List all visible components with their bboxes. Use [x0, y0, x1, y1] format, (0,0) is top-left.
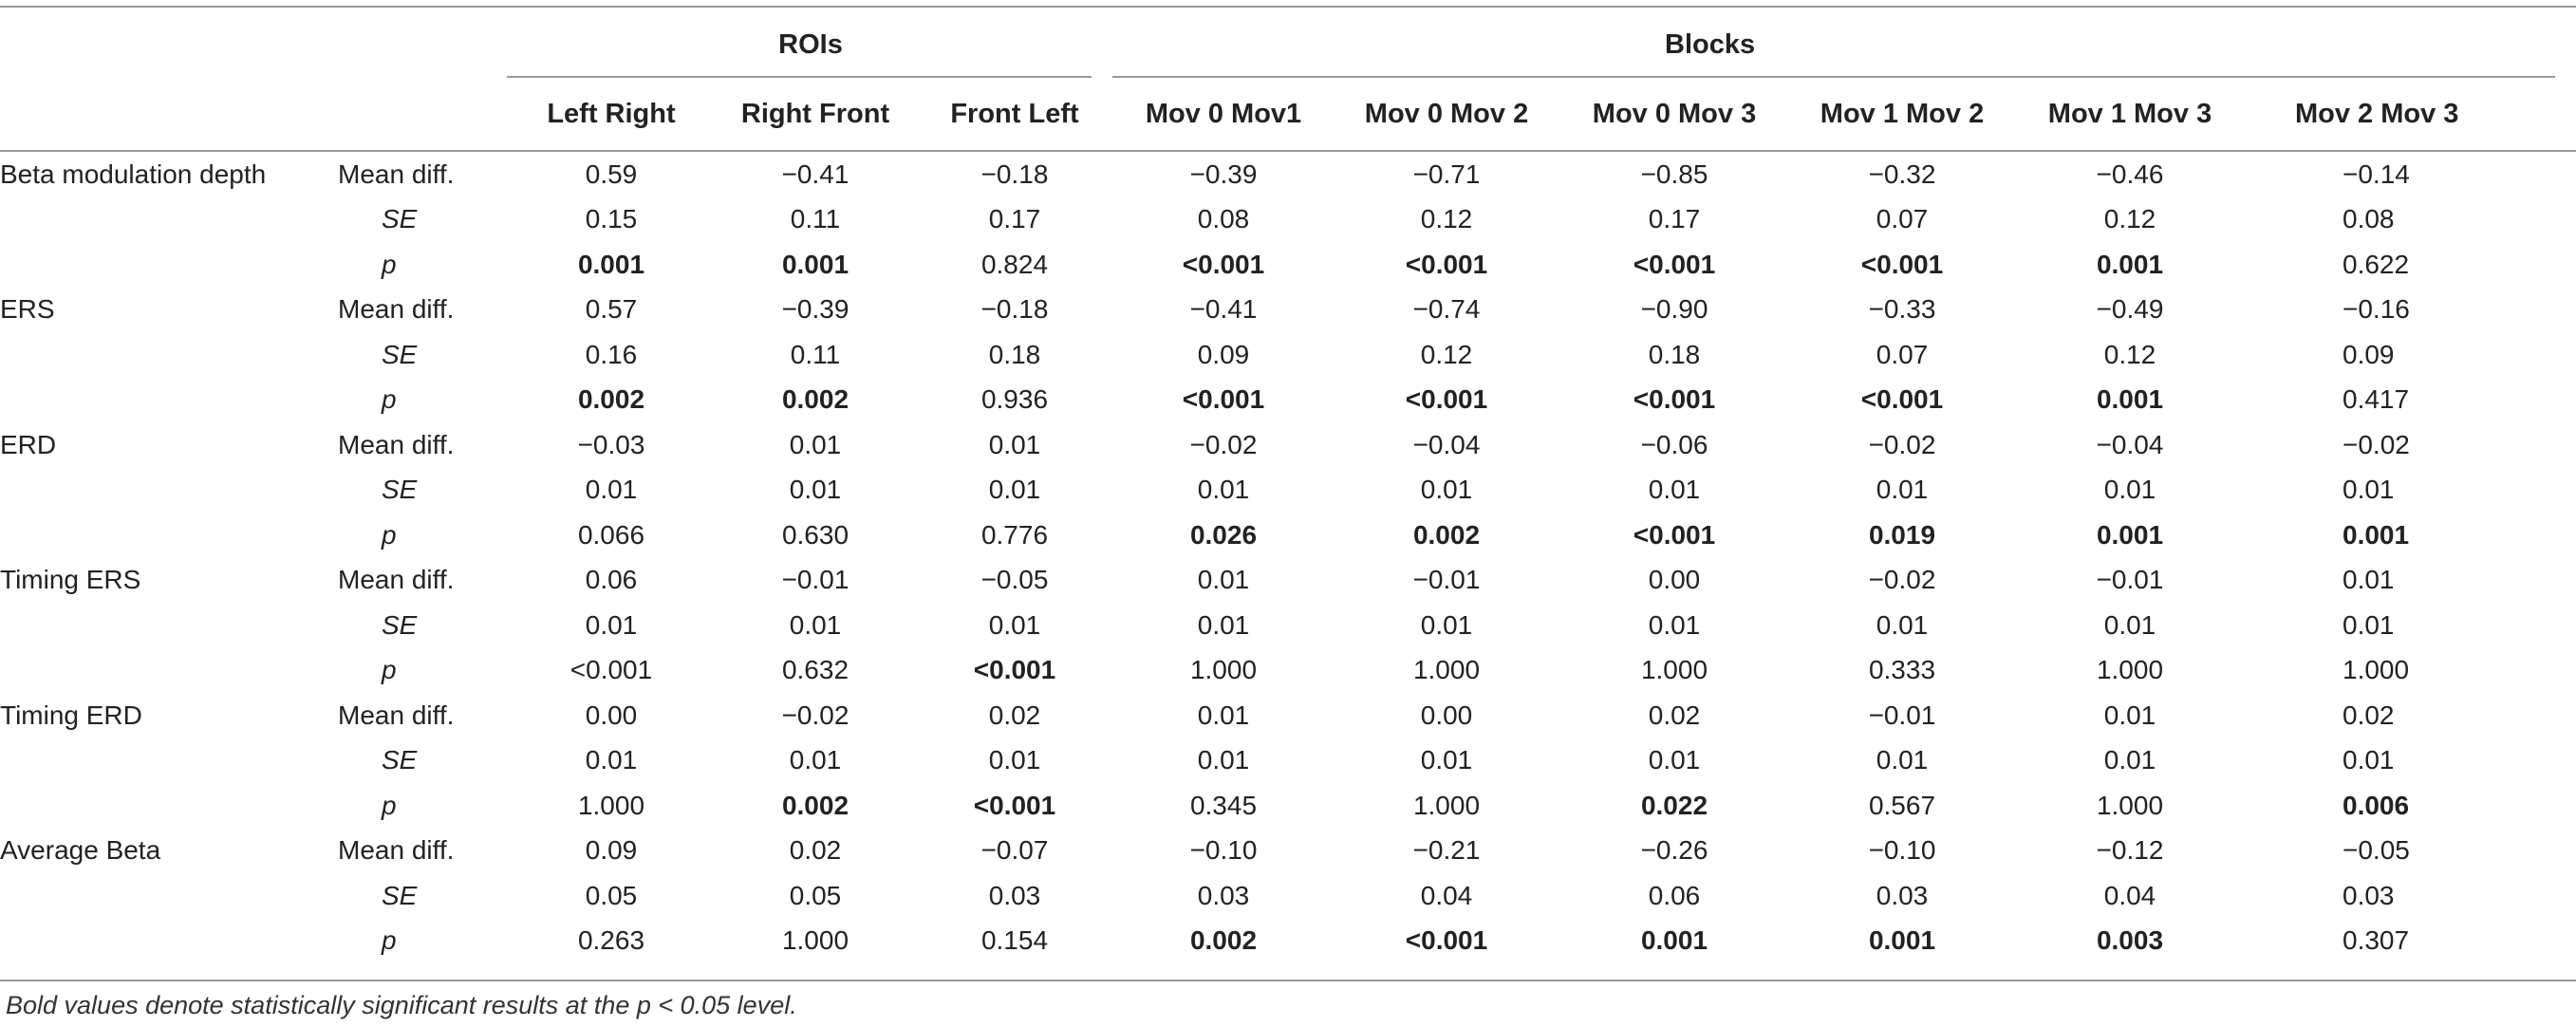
table-cell: 0.01 [2103, 745, 2156, 775]
table-row [0, 152, 2576, 197]
table-cell: <0.001 [1633, 519, 1716, 550]
table-cell: −0.10 [1189, 835, 1258, 866]
table-row [0, 332, 2576, 378]
table-cell: 1.000 [1412, 655, 1481, 685]
table-cell: −0.12 [2096, 835, 2164, 866]
variable-label-empty [0, 783, 338, 829]
statistic-label: Mean diff. [338, 565, 455, 595]
table-cell: <0.001 [1405, 384, 1488, 415]
table-cell: 0.01 [1648, 475, 1701, 505]
table-cell: −0.21 [1412, 835, 1481, 866]
table-cell: 0.00 [1420, 700, 1473, 730]
column-header: Left Right [547, 98, 676, 129]
results-table [0, 13, 2576, 963]
table-cell: 1.000 [2343, 655, 2410, 685]
table-cell: 0.066 [577, 519, 645, 550]
table-cell: −0.02 [1868, 429, 1936, 459]
table-cell: 0.567 [1868, 790, 1936, 820]
table-cell: −0.02 [1868, 565, 1936, 595]
statistic-label: SE [382, 880, 418, 910]
table-cell: −0.41 [781, 159, 849, 189]
bottom-rule [0, 980, 2576, 981]
table-row [0, 783, 2576, 829]
table-cell: 0.11 [790, 339, 841, 369]
statistic-label: p [382, 790, 397, 820]
top-rule [0, 6, 2576, 8]
table-cell: 0.01 [1648, 745, 1701, 775]
table-cell: 0.12 [1420, 339, 1473, 369]
table-cell: 0.263 [577, 925, 645, 956]
table-cell: −0.41 [1189, 294, 1258, 325]
table-cell: 0.006 [2343, 790, 2410, 820]
statistic-label: SE [382, 475, 418, 505]
table-cell: 1.000 [781, 925, 849, 956]
table-cell: 0.12 [2103, 204, 2156, 234]
table-cell: −0.01 [1868, 700, 1936, 730]
table-cell: 0.345 [1189, 790, 1258, 820]
table-cell: 0.01 [988, 429, 1041, 459]
table-cell: 0.01 [988, 609, 1041, 640]
table-cell: 0.01 [585, 745, 638, 775]
column-header: Mov 1 Mov 2 [1820, 98, 1985, 129]
table-cell: −0.46 [2096, 159, 2164, 189]
table-cell: 0.00 [1648, 565, 1701, 595]
variable-label-empty [0, 513, 338, 558]
table-cell: −0.49 [2096, 294, 2164, 325]
table-cell: 0.154 [980, 925, 1049, 956]
table-row [0, 648, 2576, 694]
variable-label-empty [0, 603, 338, 648]
column-header: Mov 2 Mov 3 [2295, 98, 2459, 129]
table-cell: −0.18 [980, 294, 1049, 325]
table-cell: 0.01 [789, 745, 842, 775]
table-cell: 0.07 [1876, 204, 1929, 234]
group-header-blocks: Blocks [1665, 28, 1756, 60]
table-row [0, 288, 2576, 333]
table-cell: <0.001 [1633, 384, 1716, 415]
variable-label-empty [0, 197, 338, 243]
table-cell: 0.16 [585, 339, 638, 369]
table-cell: 0.18 [1648, 339, 1701, 369]
variable-label-empty [0, 468, 338, 514]
variable-label-empty [0, 919, 338, 964]
table-cell: 0.002 [1412, 519, 1481, 550]
table-cell: <0.001 [1633, 249, 1716, 279]
variable-label-empty [0, 873, 338, 919]
table-cell: 0.57 [585, 294, 638, 325]
table-cell: 0.07 [1876, 339, 1929, 369]
table-cell: 0.01 [1876, 475, 1929, 505]
table-cell: −0.01 [781, 565, 849, 595]
variable-label: Beta modulation depth [0, 159, 267, 189]
table-cell: 0.936 [980, 384, 1049, 415]
table-cell: −0.14 [2343, 159, 2410, 189]
statistic-label: SE [382, 204, 418, 234]
table-cell: <0.001 [1860, 249, 1944, 279]
table-cell: 0.12 [2103, 339, 2156, 369]
table-cell: 0.03 [988, 880, 1041, 910]
table-cell: 0.04 [1420, 880, 1473, 910]
table-cell: 0.05 [789, 880, 842, 910]
table-cell: −0.05 [2343, 835, 2410, 866]
statistic-label: p [382, 925, 397, 956]
table-cell: 0.333 [1868, 655, 1936, 685]
group-header-rois: ROIs [778, 28, 843, 60]
statistic-label: p [382, 249, 397, 279]
table-cell: 0.00 [585, 700, 638, 730]
table-cell: 0.09 [1197, 339, 1250, 369]
table-cell: 0.01 [1876, 609, 1929, 640]
table-cell: 0.01 [2103, 700, 2156, 730]
table-cell: 0.01 [789, 609, 842, 640]
table-cell: 0.01 [1197, 475, 1250, 505]
table-cell: 0.05 [585, 880, 638, 910]
table-cell: 1.000 [1412, 790, 1481, 820]
table-cell: 0.001 [1868, 925, 1936, 956]
table-cell: 0.001 [2096, 519, 2164, 550]
table-cell: 0.01 [789, 429, 842, 459]
table-cell: −0.32 [1868, 159, 1936, 189]
table-cell: 0.01 [1876, 745, 1929, 775]
table-cell: 0.01 [2343, 745, 2395, 775]
table-cell: <0.001 [1182, 384, 1265, 415]
statistic-label: Mean diff. [338, 159, 455, 189]
table-cell: 0.002 [781, 790, 849, 820]
table-cell: −0.02 [781, 700, 849, 730]
column-header: Right Front [740, 98, 890, 129]
table-row [0, 693, 2576, 738]
table-cell: −0.74 [1412, 294, 1481, 325]
table-body [0, 152, 2576, 963]
table-row [0, 558, 2576, 604]
table-cell: 0.03 [2343, 880, 2395, 910]
table-cell: 0.002 [781, 384, 849, 415]
table-cell: 0.003 [2096, 925, 2164, 956]
table-cell: 0.01 [2343, 475, 2395, 505]
table-cell: −0.04 [2096, 429, 2164, 459]
table-cell: −0.01 [1412, 565, 1481, 595]
table-cell: 0.632 [781, 655, 849, 685]
statistic-label: SE [382, 339, 418, 369]
table-cell: 0.01 [1648, 609, 1701, 640]
table-footnote: Bold values denote statistically significant results at the p < 0.05 level. [6, 991, 797, 1019]
table-cell: −0.33 [1868, 294, 1936, 325]
variable-label: ERS [0, 294, 55, 325]
variable-label: Timing ERD [0, 700, 142, 730]
table-cell: 0.417 [2343, 384, 2410, 415]
table-cell: <0.001 [1860, 384, 1944, 415]
table-cell: 0.026 [1189, 519, 1258, 550]
table-cell: 0.04 [2103, 880, 2156, 910]
table-row [0, 738, 2576, 784]
table-cell: 0.001 [781, 249, 849, 279]
table-cell: 1.000 [577, 790, 645, 820]
table-cell: −0.16 [2343, 294, 2410, 325]
statistic-label: p [382, 384, 397, 415]
variable-label-empty [0, 378, 338, 423]
table-cell: 0.18 [988, 339, 1041, 369]
table-cell: 0.01 [2103, 475, 2156, 505]
variable-label: ERD [0, 429, 57, 459]
column-header: Mov 1 Mov 3 [2047, 98, 2212, 129]
table-cell: 0.001 [2343, 519, 2410, 550]
table-row [0, 873, 2576, 919]
table-cell: 0.630 [781, 519, 849, 550]
table-cell: 0.01 [585, 475, 638, 505]
table-cell: 0.02 [2343, 700, 2395, 730]
variable-label-empty [0, 648, 338, 694]
table-cell: −0.26 [1640, 835, 1708, 866]
table-cell: 0.17 [1648, 204, 1701, 234]
table-cell: 0.776 [980, 519, 1049, 550]
table-cell: −0.05 [980, 565, 1049, 595]
variable-label-empty [0, 738, 338, 784]
table-cell: 0.02 [988, 700, 1041, 730]
statistic-label: Mean diff. [338, 429, 455, 459]
table-cell: 0.022 [1640, 790, 1708, 820]
table-cell: 0.824 [980, 249, 1049, 279]
table-cell: −0.90 [1640, 294, 1708, 325]
table-cell: 0.01 [1197, 700, 1250, 730]
table-cell: <0.001 [569, 655, 653, 685]
table-cell: −0.39 [781, 294, 849, 325]
table-cell: 0.59 [585, 159, 638, 189]
table-cell: 0.01 [2343, 565, 2395, 595]
table-cell: 0.06 [585, 565, 638, 595]
table-row [0, 919, 2576, 964]
table-cell: 0.01 [1197, 745, 1250, 775]
table-cell: 0.09 [585, 835, 638, 866]
table-cell: 0.01 [2103, 609, 2156, 640]
table-cell: −0.10 [1868, 835, 1936, 866]
statistic-label: p [382, 655, 397, 685]
table-cell: 0.01 [2343, 609, 2395, 640]
table-cell: 0.019 [1868, 519, 1936, 550]
table-cell: −0.04 [1412, 429, 1481, 459]
table-cell: −0.18 [980, 159, 1049, 189]
table-cell: 0.01 [1420, 745, 1473, 775]
table-cell: 0.15 [585, 204, 638, 234]
statistic-label: Mean diff. [338, 835, 455, 866]
table-cell: 0.01 [1420, 475, 1473, 505]
table-cell: 0.001 [2096, 384, 2164, 415]
variable-label: Average Beta [0, 835, 161, 866]
table-cell: 1.000 [2096, 655, 2164, 685]
table-cell: 0.03 [1197, 880, 1250, 910]
table-cell: 0.12 [1420, 204, 1473, 234]
column-header: Mov 0 Mov1 [1145, 98, 1302, 129]
table-row [0, 468, 2576, 514]
table-row [0, 513, 2576, 558]
table-cell: 1.000 [2096, 790, 2164, 820]
table-cell: 0.001 [1640, 925, 1708, 956]
table-cell: 0.01 [988, 745, 1041, 775]
table-cell: −0.01 [2096, 565, 2164, 595]
table-cell: 0.307 [2343, 925, 2410, 956]
table-cell: 0.09 [2343, 339, 2395, 369]
column-header-row [0, 76, 2576, 152]
table-row [0, 829, 2576, 874]
table-cell: <0.001 [1405, 249, 1488, 279]
variable-label-empty [0, 242, 338, 288]
table-cell: 0.01 [585, 609, 638, 640]
group-header-row [0, 13, 2576, 76]
table-cell: 0.02 [1648, 700, 1701, 730]
table-cell: 0.02 [789, 835, 842, 866]
table-cell: 0.001 [2096, 249, 2164, 279]
table-cell: −0.07 [980, 835, 1049, 866]
statistic-label: SE [382, 745, 418, 775]
column-header: Mov 0 Mov 3 [1592, 98, 1757, 129]
table-row [0, 378, 2576, 423]
table-cell: <0.001 [973, 790, 1056, 820]
table-cell: −0.39 [1189, 159, 1258, 189]
table-cell: 0.11 [790, 204, 841, 234]
table-cell: 0.001 [577, 249, 645, 279]
table-cell: 0.01 [988, 475, 1041, 505]
table-cell: −0.02 [2343, 429, 2410, 459]
table-cell: 0.002 [577, 384, 645, 415]
table-cell: 0.03 [1876, 880, 1929, 910]
table-cell: 0.06 [1648, 880, 1701, 910]
table-cell: 0.01 [1420, 609, 1473, 640]
table-cell: 0.01 [1197, 565, 1250, 595]
table-cell: <0.001 [1182, 249, 1265, 279]
statistic-label: p [382, 519, 397, 550]
table-cell: 1.000 [1189, 655, 1258, 685]
table-cell: −0.85 [1640, 159, 1708, 189]
table-cell: 0.01 [1197, 609, 1250, 640]
statistic-label: Mean diff. [338, 294, 455, 325]
variable-label-empty [0, 332, 338, 378]
table-cell: 0.17 [988, 204, 1041, 234]
table-cell: 0.002 [1189, 925, 1258, 956]
table-cell: 1.000 [1640, 655, 1708, 685]
table-cell: −0.03 [577, 429, 645, 459]
column-header: Mov 0 Mov 2 [1364, 98, 1529, 129]
table-row [0, 242, 2576, 288]
statistic-label: SE [382, 609, 418, 640]
table-cell: 0.622 [2343, 249, 2410, 279]
table-cell: <0.001 [973, 655, 1056, 685]
statistic-label: Mean diff. [338, 700, 455, 730]
column-header: Front Left [950, 98, 1079, 129]
table-cell: 0.08 [2343, 204, 2395, 234]
table-row [0, 422, 2576, 468]
variable-label: Timing ERS [0, 565, 141, 595]
table-cell: −0.02 [1189, 429, 1258, 459]
table-cell: −0.06 [1640, 429, 1708, 459]
table-cell: 0.08 [1197, 204, 1250, 234]
table-cell: −0.71 [1412, 159, 1481, 189]
table-cell: 0.01 [789, 475, 842, 505]
table-row [0, 197, 2576, 243]
table-row [0, 603, 2576, 648]
table-cell: <0.001 [1405, 925, 1488, 956]
